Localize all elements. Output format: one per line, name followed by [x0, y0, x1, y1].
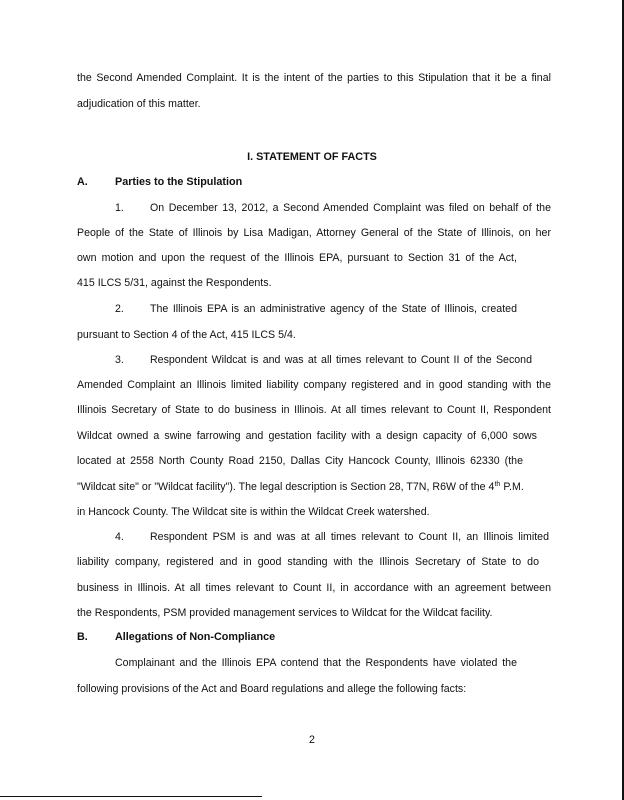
paragraph-line: own motion and upon the request of the Illinois EPA, pursuant to Section 31 of the Act, [77, 252, 517, 264]
paragraph-number: 1. [115, 202, 124, 214]
paragraph-line: pursuant to Section 4 of the Act, 415 ILCS 5/4. [77, 329, 296, 341]
paragraph-number: 2. [115, 303, 124, 315]
paragraph-line [77, 480, 551, 494]
section-title: I. STATEMENT OF FACTS [247, 151, 377, 163]
intro-line: adjudication of this matter. [77, 98, 201, 110]
paragraph-line: located at 2558 North County Road 2150, Dallas City Hancock County, Illinois 62330 (the [77, 455, 523, 467]
paragraph-line: Complainant and the Illinois EPA contend that the Respondents have violated the [115, 657, 517, 669]
paragraph-line: liability company, registered and in good standing with the Illinois Secretary of State to do [77, 556, 539, 568]
paragraph-line: Respondent Wildcat is and was at all times relevant to Count II of the Second [150, 354, 532, 366]
paragraph-line: Wildcat owned a swine farrowing and gestation facility with a design capacity of 6,000 sows [77, 430, 537, 442]
paragraph-line: the Respondents, PSM provided management services to Wildcat for the Wildcat facility. [77, 607, 493, 619]
paragraph-line: 415 ILCS 5/31, against the Respondents. [77, 277, 272, 289]
paragraph-line: in Hancock County. The Wildcat site is within the Wildcat Creek watershed. [77, 506, 430, 518]
paragraph-line: On December 13, 2012, a Second Amended Complaint was filed on behalf of the [150, 202, 551, 214]
paragraph-line: Respondent PSM is and was at all times relevant to Count II, an Illinois limited [150, 531, 549, 543]
subsection-title: Parties to the Stipulation [115, 176, 243, 188]
paragraph-line-text: "Wildcat site" or "Wildcat facility"). The legal description is Section 28, T7N, R6W of the 4 [77, 481, 495, 493]
paragraph-number: 3. [115, 354, 124, 366]
page-number: 2 [309, 734, 315, 746]
ordinal-superscript: th [494, 481, 501, 488]
subsection-letter: A. [77, 176, 88, 188]
subsection-letter: B. [77, 631, 88, 643]
subsection-title: Allegations of Non-Compliance [115, 631, 276, 643]
paragraph-line-text: P.M. [500, 481, 524, 493]
paragraph-line: People of the State of Illinois by Lisa Madigan, Attorney General of the State of Illinois, on her [77, 227, 551, 239]
footer-rule [0, 796, 262, 797]
paragraph-line: following provisions of the Act and Board regulations and allege the following facts: [77, 683, 467, 695]
paragraph-line: Illinois Secretary of State to do business in Illinois. At all times relevant to Count II, Respondent [77, 404, 551, 416]
intro-line: the Second Amended Complaint. It is the intent of the parties to this Stipulation that it be a final [77, 72, 551, 84]
paragraph-line: business in Illinois. At all times relevant to Count II, in accordance with an agreement between [77, 582, 551, 594]
paragraph-number: 4. [115, 531, 124, 543]
paragraph-line: Amended Complaint an Illinois limited liability company registered and in good standing with the [77, 379, 551, 391]
paragraph-line: The Illinois EPA is an administrative agency of the State of Illinois, created [150, 303, 517, 315]
